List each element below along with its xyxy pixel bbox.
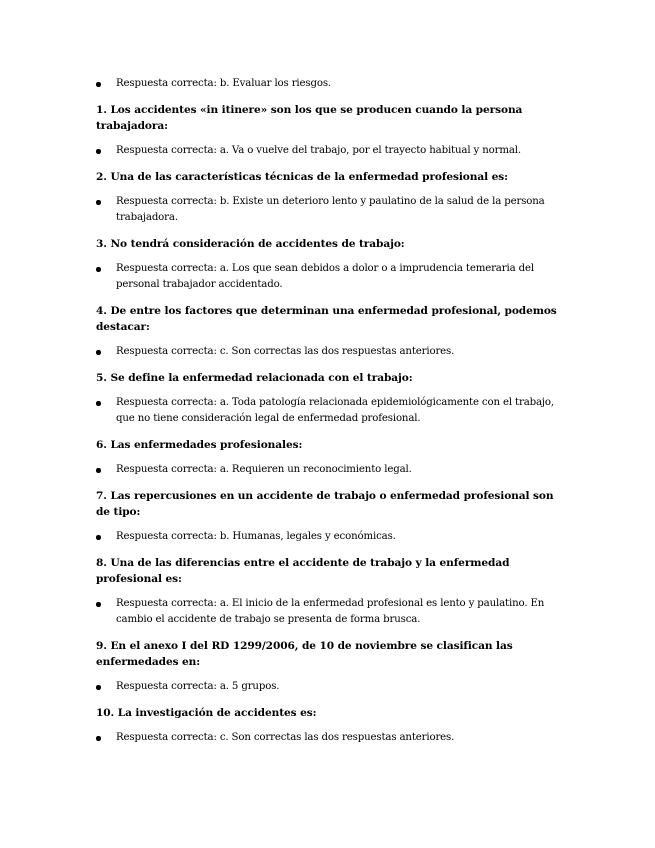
answer-list-6 [96, 462, 566, 478]
document-content [96, 76, 566, 756]
answer-item [96, 596, 566, 628]
bullet-icon [96, 200, 101, 205]
question-8: 8. Una de las diferencias entre el accidente de trabajo y la enfermedad profesional es: [96, 557, 510, 585]
question-3: 3. No tendrá consideración de accidentes de trabajo: [96, 238, 405, 250]
answer-text: Respuesta correcta: b. Existe un deterioro lento y paulatino de la salud de la persona trabajadora. [116, 196, 545, 223]
bullet-icon [96, 149, 101, 154]
question-6: 6. Las enfermedades profesionales: [96, 439, 303, 451]
answer-item [96, 194, 566, 226]
answer-item [96, 730, 566, 746]
answer-item [96, 679, 566, 695]
answer-text: Respuesta correcta: a. Va o vuelve del trabajo, por el trayecto habitual y normal. [116, 145, 521, 156]
answer-text: Respuesta correcta: b. Humanas, legales y económicas. [116, 531, 396, 542]
intro-answer-list [96, 76, 566, 92]
bullet-icon [96, 736, 101, 741]
answer-item [96, 462, 566, 478]
answer-list-7 [96, 529, 566, 545]
question-2: 2. Una de las características técnicas de la enfermedad profesional es: [96, 171, 508, 183]
answer-text: Respuesta correcta: c. Son correctas las dos respuestas anteriores. [116, 732, 455, 743]
answer-list-4 [96, 344, 566, 360]
answer-item [96, 76, 566, 92]
bullet-icon [96, 82, 101, 87]
question-1: 1. Los accidentes «in itinere» son los que se producen cuando la persona trabajadora: [96, 104, 523, 132]
answer-item [96, 395, 566, 427]
question-5: 5. Se define la enfermedad relacionada con el trabajo: [96, 372, 413, 384]
bullet-icon [96, 685, 101, 690]
answer-text: Respuesta correcta: a. El inicio de la enfermedad profesional es lento y paulatino. En cambio el accidente de trabajo se presenta de forma brusca. [116, 598, 545, 625]
question-4: 4. De entre los factores que determinan una enfermedad profesional, podemos destacar: [96, 305, 557, 333]
answer-item [96, 529, 566, 545]
answer-list-5 [96, 395, 566, 427]
bullet-icon [96, 602, 101, 607]
answer-list-8 [96, 596, 566, 628]
answer-list-9 [96, 679, 566, 695]
bullet-icon [96, 535, 101, 540]
answer-text: Respuesta correcta: a. 5 grupos. [116, 681, 280, 692]
answer-item [96, 344, 566, 360]
answer-item [96, 261, 566, 293]
bullet-icon [96, 401, 101, 406]
bullet-icon [96, 468, 101, 473]
answer-text: Respuesta correcta: a. Requieren un reconocimiento legal. [116, 464, 412, 475]
question-7: 7. Las repercusiones en un accidente de trabajo o enfermedad profesional son de tipo: [96, 490, 554, 518]
question-10: 10. La investigación de accidentes es: [96, 707, 317, 719]
answer-list-2 [96, 194, 566, 226]
answer-text: Respuesta correcta: a. Los que sean debidos a dolor o a imprudencia temeraria del personal trabajador accidentado. [116, 263, 534, 290]
bullet-icon [96, 350, 101, 355]
answer-text: Respuesta correcta: b. Evaluar los riesgos. [116, 78, 332, 89]
answer-item [96, 143, 566, 159]
answer-text: Respuesta correcta: c. Son correctas las dos respuestas anteriores. [116, 346, 455, 357]
answer-list-10 [96, 730, 566, 746]
answer-list-1 [96, 143, 566, 159]
question-9: 9. En el anexo I del RD 1299/2006, de 10 de noviembre se clasifican las enfermedades en: [96, 640, 513, 668]
bullet-icon [96, 267, 101, 272]
answer-list-3 [96, 261, 566, 293]
answer-text: Respuesta correcta: a. Toda patología relacionada epidemiológicamente con el trabajo, que no tiene consideración legal de enfermedad profesional. [116, 397, 554, 424]
